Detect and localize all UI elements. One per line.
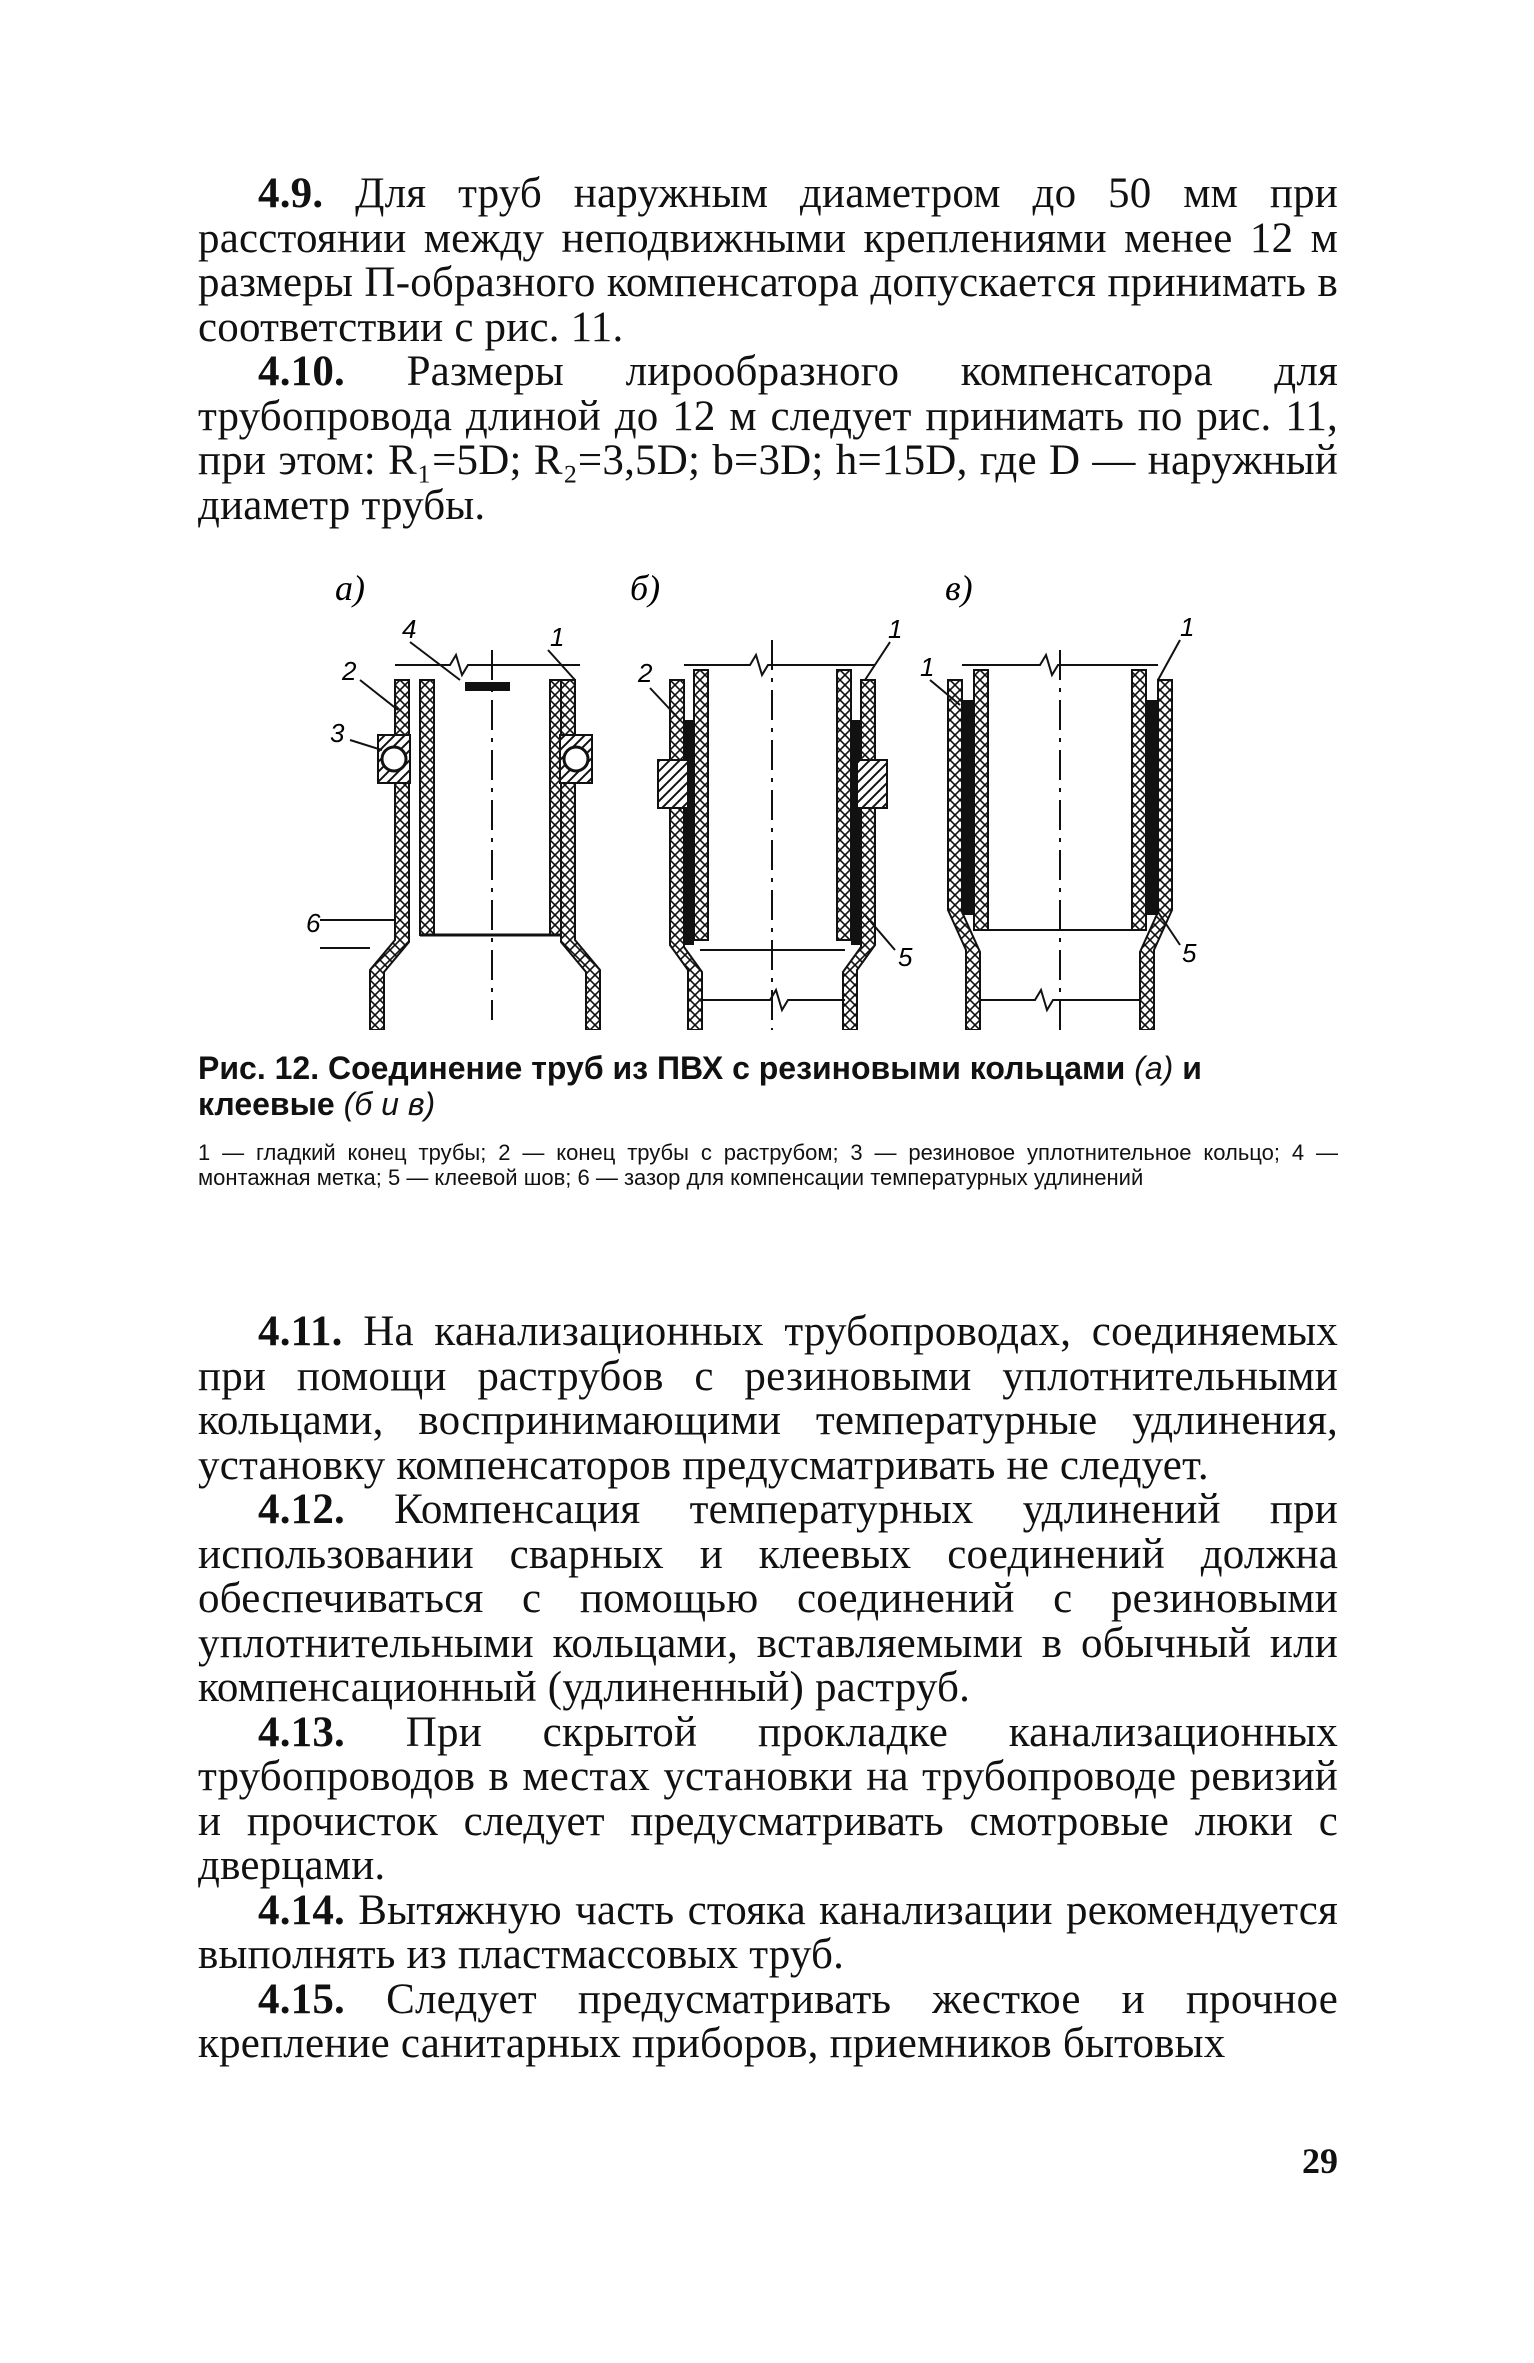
caption-title: Соединение труб из ПВХ с резиновыми кольцами — [327, 1050, 1126, 1086]
paragraph-number: 4.12. — [258, 1486, 345, 1533]
callout-v-5: 5 — [1182, 938, 1197, 968]
paragraph-text: Следует предусматривать жесткое и прочное крепление санитарных приборов, приемников бытовых — [198, 1975, 1338, 2067]
panel-label-b: б) — [630, 570, 661, 608]
callout-v-1-left: 1 — [920, 652, 935, 682]
callout-b-1: 1 — [888, 614, 903, 644]
paragraph-4-9 — [198, 172, 1338, 350]
callout-a-3: 3 — [330, 718, 345, 748]
pipe-joint-drawing — [300, 570, 1260, 1030]
callout-a-2: 2 — [342, 656, 357, 686]
caption-mid: и клеевые — [198, 1050, 1202, 1122]
panel-a-drawing — [306, 570, 600, 1030]
callout-b-2: 2 — [638, 658, 653, 688]
figure-caption — [198, 1050, 1338, 1122]
callout-v-1-right: 1 — [1180, 612, 1195, 642]
paragraph-4-10 — [198, 350, 1338, 528]
callout-a-6: 6 — [306, 908, 321, 938]
paragraph-number: 4.15. — [258, 1975, 345, 2023]
paragraph-4-11 — [198, 1310, 1338, 1488]
callout-a-1: 1 — [550, 622, 565, 652]
paragraph-text: При скрытой прокладке канализационных трубопроводов в местах установки на трубопроводе ревизий и прочисток следует предусматривать смотровые люки с дверцами. — [198, 1708, 1339, 1889]
panel-b-drawing — [630, 570, 913, 1030]
top-text-block — [198, 172, 1338, 528]
paragraph-4-14 — [198, 1886, 1338, 1978]
paragraph-4-13 — [198, 1708, 1339, 1889]
panel-label-v: в) — [945, 570, 973, 608]
paragraph-text: Компенсация температурных удлинений при использовании сварных и клеевых соединений должна обеспечиваться с помощью соединений с резиновыми уплотнительными кольцами, вставляемыми в обычный или компенсационный (удлиненный) раструб. — [198, 1486, 1338, 1711]
paragraph-text: Вытяжную часть стояка канализации рекомендуется выполнять из пластмассовых труб. — [198, 1886, 1338, 1978]
page-number: 29 — [1302, 2141, 1338, 2181]
panel-v-drawing — [920, 570, 1197, 1030]
paragraph-number: 4.13. — [258, 1708, 345, 1756]
paragraph-4-15 — [198, 1975, 1338, 2067]
paragraph-text: Размеры лирообразного компенсатора для трубопровода длиной до 12 м следует принимать по рис. 11, при этом: R₁=5D; R₂=3,5D; b=3D; h=15D, где D — наружный диаметр трубы. — [198, 348, 1338, 529]
figure-legend: 1 — гладкий конец трубы; 2 — конец трубы с раструбом; 3 — резиновое уплотнительное кольцо; 4 — монтажная метка; 5 — клеевой шов; 6 — зазор для компенсации температурных удлинений — [198, 1140, 1338, 1190]
panel-label-a: а) — [335, 570, 365, 608]
paragraph-number: 4.9. — [258, 170, 324, 217]
caption-mark-bv: (б и в) — [343, 1086, 436, 1122]
paragraph-4-12 — [198, 1488, 1338, 1711]
callout-b-5: 5 — [898, 942, 913, 972]
paragraph-number: 4.11. — [258, 1308, 343, 1355]
paragraph-number: 4.10. — [258, 348, 345, 395]
caption-prefix: Рис. 12. — [198, 1050, 320, 1086]
paragraph-text: Для труб наружным диаметром до 50 мм при расстоянии между неподвижными креплениями менее 12 м размеры П-образного компенсатора допускается принимать в соответствии с рис. 11. — [198, 170, 1338, 351]
paragraph-number: 4.14. — [258, 1886, 345, 1934]
figure-12 — [300, 570, 1260, 1030]
bottom-text-block — [198, 1310, 1338, 2067]
callout-a-4: 4 — [402, 614, 417, 644]
paragraph-text: На канализационных трубопроводах, соединяемых при помощи раструбов с резиновыми уплотнительными кольцами, воспринимающими температурные удлинения, установку компенсаторов предусматривать не следует. — [198, 1308, 1338, 1489]
caption-mark-a: (а) — [1134, 1050, 1174, 1086]
